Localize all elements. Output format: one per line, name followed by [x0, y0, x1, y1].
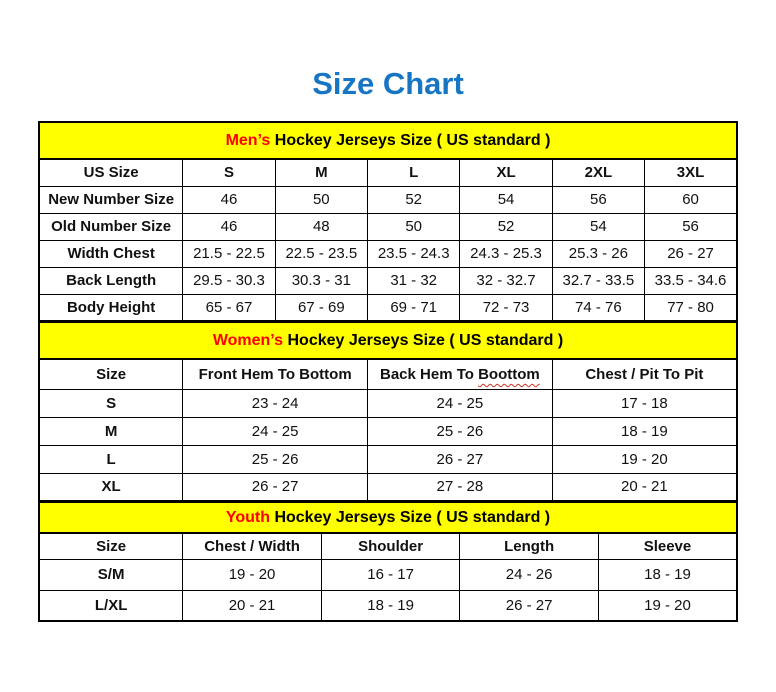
womens-row-label: M — [39, 417, 183, 445]
mens-size-value: 69 - 71 — [368, 294, 460, 321]
mens-column-header: 3XL — [645, 159, 737, 186]
mens-row-label: Body Height — [39, 294, 183, 321]
mens-header-row — [39, 159, 737, 186]
womens-section-highlight: Women’s — [212, 332, 284, 349]
mens-section-highlight: Men’s — [225, 132, 271, 149]
youth-column-header: Chest / Width — [183, 533, 322, 559]
womens-size-value: 17 - 18 — [552, 389, 737, 417]
mens-size-value: 50 — [368, 213, 460, 240]
womens-row-label: L — [39, 445, 183, 473]
womens-misspelled-word: Boottom — [478, 365, 540, 383]
youth-size-value: 18 - 19 — [598, 559, 737, 590]
womens-table-row — [39, 445, 737, 473]
youth-column-header: Shoulder — [321, 533, 460, 559]
mens-size-value: 54 — [552, 213, 644, 240]
mens-size-value: 54 — [460, 186, 552, 213]
size-chart — [38, 121, 738, 622]
youth-column-header: Size — [39, 533, 183, 559]
mens-row-label: Width Chest — [39, 240, 183, 267]
mens-size-value: 46 — [183, 213, 275, 240]
mens-column-header: M — [275, 159, 367, 186]
youth-size-value: 19 - 20 — [183, 559, 322, 590]
mens-size-value: 32 - 32.7 — [460, 267, 552, 294]
womens-size-value: 23 - 24 — [183, 389, 368, 417]
mens-table-row — [39, 294, 737, 321]
youth-size-value: 20 - 21 — [183, 590, 322, 621]
mens-size-value: 24.3 - 25.3 — [460, 240, 552, 267]
mens-table-row — [39, 186, 737, 213]
mens-size-value: 22.5 - 23.5 — [275, 240, 367, 267]
mens-size-value: 56 — [645, 213, 737, 240]
mens-column-header: XL — [460, 159, 552, 186]
youth-size-value: 24 - 26 — [460, 559, 599, 590]
womens-column-header: Size — [39, 359, 183, 389]
mens-size-value: 23.5 - 24.3 — [368, 240, 460, 267]
mens-section-title-text: Hockey Jerseys Size ( US standard ) — [270, 132, 551, 149]
womens-size-value: 26 - 27 — [368, 445, 553, 473]
youth-section-highlight: Youth — [225, 509, 270, 526]
mens-size-value: 60 — [645, 186, 737, 213]
womens-size-value: 26 - 27 — [183, 473, 368, 501]
womens-size-value: 18 - 19 — [552, 417, 737, 445]
mens-size-value: 21.5 - 22.5 — [183, 240, 275, 267]
womens-size-value: 25 - 26 — [368, 417, 553, 445]
womens-size-value: 27 - 28 — [368, 473, 553, 501]
mens-size-value: 52 — [368, 186, 460, 213]
mens-table-row — [39, 240, 737, 267]
mens-size-value: 52 — [460, 213, 552, 240]
youth-column-header: Sleeve — [598, 533, 737, 559]
youth-table-row — [39, 559, 737, 590]
youth-size-value: 18 - 19 — [321, 590, 460, 621]
womens-table-row — [39, 389, 737, 417]
mens-table-row — [39, 267, 737, 294]
mens-size-value: 50 — [275, 186, 367, 213]
womens-section-title-text: Hockey Jerseys Size ( US standard ) — [283, 332, 564, 349]
mens-size-value: 67 - 69 — [275, 294, 367, 321]
youth-header-row — [39, 533, 737, 559]
mens-size-value: 74 - 76 — [552, 294, 644, 321]
youth-size-value: 26 - 27 — [460, 590, 599, 621]
mens-column-header: L — [368, 159, 460, 186]
womens-table-row — [39, 473, 737, 501]
mens-table-row — [39, 213, 737, 240]
youth-table-row — [39, 590, 737, 621]
mens-size-value: 46 — [183, 186, 275, 213]
page-title: Size Chart — [312, 66, 464, 101]
womens-table-row — [39, 417, 737, 445]
mens-column-header: S — [183, 159, 275, 186]
youth-row-label: S/M — [39, 559, 183, 590]
youth-section-title-text: Hockey Jerseys Size ( US standard ) — [270, 509, 551, 526]
womens-column-header: Chest / Pit To Pit — [552, 359, 737, 389]
womens-column-header: Back Hem To Boottom — [368, 359, 553, 389]
womens-size-value: 25 - 26 — [183, 445, 368, 473]
womens-size-value: 19 - 20 — [552, 445, 737, 473]
womens-column-header: Front Hem To Bottom — [183, 359, 368, 389]
youth-size-value: 19 - 20 — [598, 590, 737, 621]
mens-row-label: Back Length — [39, 267, 183, 294]
mens-column-header: US Size — [39, 159, 183, 186]
womens-row-label: XL — [39, 473, 183, 501]
womens-size-value: 24 - 25 — [368, 389, 553, 417]
womens-size-value: 20 - 21 — [552, 473, 737, 501]
youth-row-label: L/XL — [39, 590, 183, 621]
mens-size-value: 65 - 67 — [183, 294, 275, 321]
womens-row-label: S — [39, 389, 183, 417]
mens-size-value: 30.3 - 31 — [275, 267, 367, 294]
womens-size-table — [38, 358, 738, 502]
mens-row-label: New Number Size — [39, 186, 183, 213]
mens-size-value: 77 - 80 — [645, 294, 737, 321]
youth-size-value: 16 - 17 — [321, 559, 460, 590]
mens-size-value: 33.5 - 34.6 — [645, 267, 737, 294]
womens-header-row — [39, 359, 737, 389]
mens-size-value: 32.7 - 33.5 — [552, 267, 644, 294]
mens-size-value: 31 - 32 — [368, 267, 460, 294]
mens-size-value: 56 — [552, 186, 644, 213]
youth-section-header — [38, 501, 738, 534]
womens-size-value: 24 - 25 — [183, 417, 368, 445]
youth-size-table — [38, 532, 738, 622]
mens-size-value: 72 - 73 — [460, 294, 552, 321]
mens-size-value: 26 - 27 — [645, 240, 737, 267]
mens-size-table — [38, 158, 738, 322]
mens-column-header: 2XL — [552, 159, 644, 186]
youth-column-header: Length — [460, 533, 599, 559]
mens-row-label: Old Number Size — [39, 213, 183, 240]
mens-size-value: 25.3 - 26 — [552, 240, 644, 267]
mens-size-value: 29.5 - 30.3 — [183, 267, 275, 294]
womens-section-header — [38, 321, 738, 360]
mens-size-value: 48 — [275, 213, 367, 240]
mens-section-header — [38, 121, 738, 160]
